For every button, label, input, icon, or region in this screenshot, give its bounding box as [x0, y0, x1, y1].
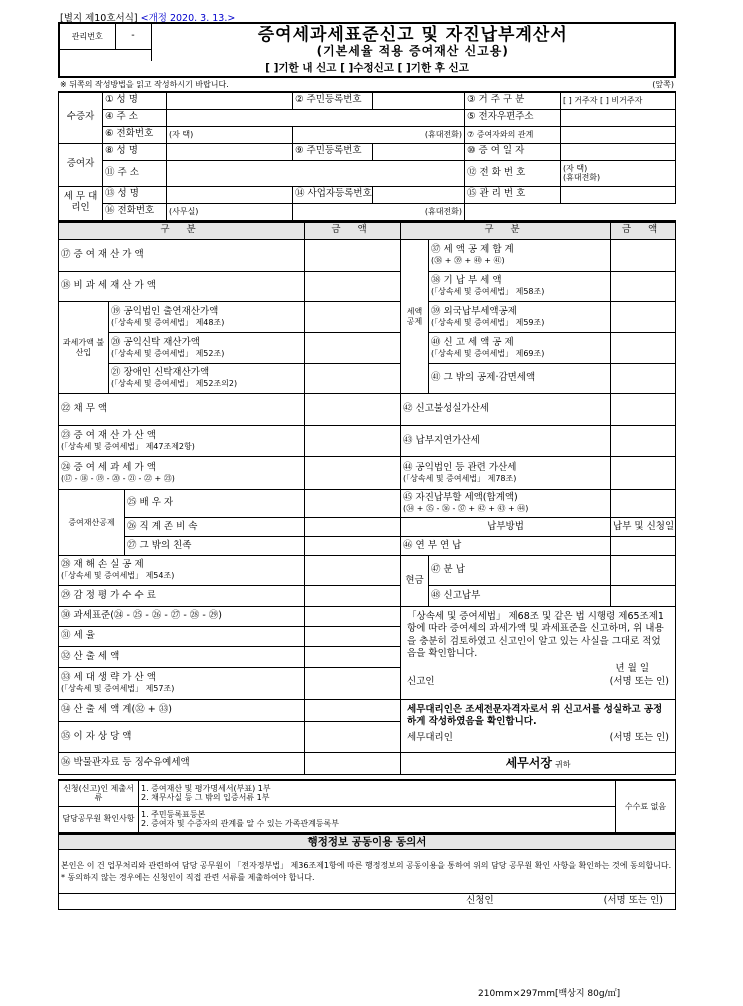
- l19-label: ⑲ 공익법인 출연재산가액 (「상속세 및 증여세법」 제48조): [109, 302, 305, 333]
- r38-label: ㊳ 기 납 부 세 액 (「상속세 및 증여세법」 제58조): [429, 272, 611, 302]
- l22-amount[interactable]: [305, 394, 401, 426]
- form-title: [151, 23, 675, 61]
- agent-signature[interactable]: (서명 또는 인): [609, 731, 669, 743]
- d8-label: ⑧ 성 명: [103, 143, 167, 160]
- h-item-left: 구 분: [59, 222, 305, 240]
- d10-field[interactable]: [561, 143, 676, 160]
- attachments-table: [58, 779, 676, 833]
- l19-amount[interactable]: [305, 302, 401, 333]
- l32-amount[interactable]: [305, 647, 401, 668]
- l29-amount[interactable]: [305, 586, 401, 607]
- h-amount-right: 금 액: [611, 222, 676, 240]
- r46-label: ㊻ 연 부 연 납: [401, 537, 611, 556]
- agent-label: 세 무 대리인: [59, 186, 103, 220]
- a16-office[interactable]: (사무실): [167, 203, 293, 220]
- h-amount-left: 금 액: [305, 222, 401, 240]
- agent-declaration-text: 세무대리인은 조세전문자격자로서 위 신고서를 성실하고 공정하게 작성하였음을 확인합니다.: [407, 704, 663, 728]
- r-method-header: 납부방법: [401, 518, 611, 537]
- r39-amount[interactable]: [611, 302, 676, 333]
- r6-mobile[interactable]: (휴대전화): [293, 126, 465, 143]
- notice-row: [58, 78, 676, 91]
- mgmt-value[interactable]: -: [115, 23, 151, 49]
- l34-amount[interactable]: [305, 700, 401, 722]
- r4-field[interactable]: [167, 109, 465, 126]
- d11-field[interactable]: [167, 160, 465, 186]
- r47-date[interactable]: [611, 556, 676, 586]
- l27-amount[interactable]: [305, 537, 401, 556]
- l18-amount[interactable]: [305, 272, 401, 302]
- r7-label: ⑦ 증여자와의 관계: [465, 126, 561, 143]
- l28-amount[interactable]: [305, 556, 401, 586]
- r43-amount[interactable]: [611, 426, 676, 457]
- l17-amount[interactable]: [305, 240, 401, 272]
- l20-amount[interactable]: [305, 333, 401, 364]
- d12-label: ⑫ 전 화 번 호: [465, 160, 561, 186]
- l24-amount[interactable]: [305, 457, 401, 490]
- l17-label: ⑰ 증 여 재 산 가 액: [59, 240, 305, 272]
- d8-field[interactable]: [167, 143, 293, 160]
- d12-home: (자 택): [563, 163, 588, 173]
- l32-label: ㉜ 산 출 세 액: [59, 647, 305, 668]
- paper-spec: 210mm×297mm[백상지 80g/㎡]: [478, 989, 621, 999]
- page-side: (앞쪽): [652, 79, 674, 89]
- a13-field[interactable]: [167, 186, 293, 203]
- donor-label: 증여자: [59, 143, 103, 186]
- l25-label: ㉕ 배 우 자: [125, 490, 305, 518]
- r41-amount[interactable]: [611, 364, 676, 394]
- r2-field[interactable]: [373, 92, 465, 109]
- residence-checkboxes[interactable]: [ ] 거주자 [ ] 비거주자: [561, 92, 676, 109]
- l30-label: ㉚ 과세표준(㉔ - ㉕ - ㉖ - ㉗ - ㉘ - ㉙): [59, 607, 305, 627]
- r-date-header: 납부 및 신청일: [611, 518, 676, 537]
- l31-label: ㉛ 세 율: [59, 627, 305, 647]
- r7-field[interactable]: [561, 126, 676, 143]
- r40-amount[interactable]: [611, 333, 676, 364]
- form-frame: [58, 22, 676, 984]
- l36-label: ㊱ 박물관자료 등 징수유예세액: [59, 753, 305, 775]
- agent-declaration: [401, 700, 676, 753]
- a13-label: ⑬ 성 명: [103, 186, 167, 203]
- d11-label: ⑪ 주 소: [103, 160, 167, 186]
- r5-field[interactable]: [561, 109, 676, 126]
- verify-label: 담당공무원 확인사항: [59, 806, 139, 832]
- l20-label: ⑳ 공익신탁 재산가액 (「상속세 및 증여세법」 제52조): [109, 333, 305, 364]
- fee: 수수료 없음: [616, 780, 676, 832]
- a16-label: ⑯ 전화번호: [103, 203, 167, 220]
- r4-label: ④ 주 소: [103, 109, 167, 126]
- l35-label: ㉟ 이 자 상 당 액: [59, 722, 305, 753]
- l21-label: ㉑ 장애인 신탁재산가액 (「상속세 및 증여세법」 제52조의2): [109, 364, 305, 394]
- a15-label: ⑮ 관 리 번 호: [465, 186, 561, 203]
- l34-label: ㉞ 산 출 세 액 계(㉜ + ㉝): [59, 700, 305, 722]
- declaration-block: [401, 607, 676, 700]
- r48-label: ㊽ 신고납부: [429, 586, 611, 607]
- l21-amount[interactable]: [305, 364, 401, 394]
- a14-field[interactable]: [373, 186, 465, 203]
- verify-docs: 1. 주민등록표등본 2. 증여자 및 수증자의 관계를 알 수 있는 가족관계등록부: [139, 806, 616, 832]
- credit-group-label: 세액 공제: [401, 240, 429, 394]
- d12-phones[interactable]: [561, 160, 676, 186]
- l23-amount[interactable]: [305, 426, 401, 457]
- honorific: 귀하: [554, 759, 571, 769]
- filer-label: 신고인: [407, 676, 435, 688]
- d12-mobile: (휴대전화): [563, 173, 601, 182]
- d9-label: ⑨ 주민등록번호: [293, 143, 373, 160]
- consent-sign-row: [59, 894, 676, 910]
- l26-amount[interactable]: [305, 518, 401, 537]
- l35-amount[interactable]: [305, 722, 401, 753]
- notice-text: ※ 뒤쪽의 작성방법을 읽고 작성하시기 바랍니다.: [60, 79, 229, 89]
- l23-label: ㉓ 증 여 재 산 가 산 액 (「상속세 및 증여세법」 제47조제2항): [59, 426, 305, 457]
- revision-date: <개정 2020. 3. 13.>: [140, 13, 236, 24]
- r42-amount[interactable]: [611, 394, 676, 426]
- l26-label: ㉖ 직 계 존 비 속: [125, 518, 305, 537]
- r6-label: ⑥ 전화번호: [103, 126, 167, 143]
- r46-date[interactable]: [611, 537, 676, 556]
- title-sub: (기본세율 적용 증여재산 신고용): [316, 44, 509, 59]
- r39-label: ㊴ 외국납부세액공제 (「상속세 및 증여세법」 제59조): [429, 302, 611, 333]
- r44-amount[interactable]: [611, 457, 676, 490]
- excl-group-label: 과세가액 불산입: [59, 302, 109, 394]
- calc-table: [58, 221, 676, 776]
- l31-amount[interactable]: [305, 627, 401, 647]
- l18-label: ⑱ 비 과 세 재 산 가 액: [59, 272, 305, 302]
- r1-field[interactable]: [167, 92, 293, 109]
- deduct-group-label: 증여재산공제: [59, 490, 125, 556]
- tax-office: [401, 753, 676, 775]
- tax-office-name: 세무서장: [505, 755, 552, 770]
- r6-home[interactable]: (자 택): [167, 126, 293, 143]
- submit-docs: 1. 증여재산 및 평가명세서(부표) 1부 2. 채무사실 등 그 밖의 입증서류 1부: [139, 780, 616, 806]
- r45-label: ㊺ 자진납부할 세액(합계액) (㉞ + ㉟ - ㊱ - ㊲ + ㊷ + ㊸ + ㊹): [401, 490, 611, 518]
- l22-label: ㉒ 채 무 액: [59, 394, 305, 426]
- l33-amount[interactable]: [305, 668, 401, 700]
- r38-amount[interactable]: [611, 272, 676, 302]
- a15-field[interactable]: [561, 186, 676, 203]
- declaration-date[interactable]: 년 월 일: [615, 663, 649, 675]
- r41-label: ㊶ 그 밖의 공제·감면세액: [429, 364, 611, 394]
- l25-amount[interactable]: [305, 490, 401, 518]
- recipient-label: 수증자: [59, 92, 103, 143]
- submit-label: 신청(신고)인 제출서류: [59, 780, 139, 806]
- agent-sign-label: 세무대리인: [407, 731, 453, 743]
- r45-amount[interactable]: [611, 490, 676, 518]
- r3-label: ③ 거 주 구 분: [465, 92, 561, 109]
- consent-title: 행정정보 공동이용 동의서: [59, 834, 676, 850]
- title-main: 증여세과세표준신고 및 자진납부계산서: [257, 24, 568, 45]
- consent-table: [58, 833, 676, 911]
- h-item-right: 구 분: [401, 222, 611, 240]
- r42-label: ㊷ 신고불성실가산세: [401, 394, 611, 426]
- l27-label: ㉗ 그 밖의 친족: [125, 537, 305, 556]
- declaration-text: 「상속세 및 증여세법」 제68조 및 같은 법 시행령 제65조제1항에 따라 증여세의 과세가액 및 과세표준을 신고하며, 위 내용을 충분히 검토하였고 신고인이 알고 있는 사실을 그대로 적었음을 확인합니다.: [407, 611, 664, 660]
- l36-amount[interactable]: [305, 753, 401, 775]
- d9-field[interactable]: [373, 143, 465, 160]
- l30-amount[interactable]: [305, 607, 401, 627]
- filer-signature[interactable]: (서명 또는 인): [609, 676, 669, 688]
- d10-label: ⑩ 증 여 일 자: [465, 143, 561, 160]
- filing-type-checkboxes[interactable]: [ ]기한 내 신고 [ ]수정신고 [ ]기한 후 신고: [59, 61, 675, 77]
- r1-label: ① 성 명: [103, 92, 167, 109]
- r47-label: ㊼ 분 납: [429, 556, 611, 586]
- l33-label: ㉝ 세 대 생 략 가 산 액 (「상속세 및 증여세법」 제57조): [59, 668, 305, 700]
- r37-amount[interactable]: [611, 240, 676, 272]
- l28-label: ㉘ 재 해 손 실 공 제 (「상속세 및 증여세법」 제54조): [59, 556, 305, 586]
- r48-date[interactable]: [611, 586, 676, 607]
- consent-text: 본인은 이 건 업무처리와 관련하여 담당 공무원이 「전자정부법」 제36조제1항에 따른 행정정보의 공동이용을 통하여 위의 담당 공무원 확인 사항을 확인하는 것에 동의합니다. * 동의하지 않는 경우에는 신청인이 직접 관련 서류를 제출하여야 합니다.: [59, 850, 676, 894]
- r40-label: ㊵ 신 고 세 액 공 제 (「상속세 및 증여세법」 제69조): [429, 333, 611, 364]
- parties-table: [58, 91, 676, 221]
- title-block: [58, 22, 676, 78]
- r2-label: ② 주민등록번호: [293, 92, 373, 109]
- consent-signature[interactable]: (서명 또는 인): [603, 895, 663, 907]
- a14-label: ⑭ 사업자등록번호: [293, 186, 373, 203]
- l24-label: ㉔ 증 여 세 과 세 가 액 (⑰ - ⑱ - ⑲ - ⑳ - ㉑ - ㉒ + ㉓): [59, 457, 305, 490]
- r37-label: ㊲ 세 액 공 제 합 계 (㊳ + ㊴ + ㊵ + ㊶): [429, 240, 611, 272]
- a16-mobile[interactable]: (휴대전화): [293, 203, 465, 220]
- cash-label: 현금: [401, 556, 429, 607]
- mgmt-label: 관리번호: [59, 23, 115, 49]
- r44-label: ㊹ 공익법인 등 관련 가산세 (「상속세 및 증여세법」 제78조): [401, 457, 611, 490]
- consent-applicant: 신청인: [466, 895, 494, 907]
- l29-label: ㉙ 감 정 평 가 수 수 료: [59, 586, 305, 607]
- r43-label: ㊸ 납부지연가산세: [401, 426, 611, 457]
- r5-label: ⑤ 전자우편주소: [465, 109, 561, 126]
- form-number: [별지 제10호서식]: [60, 13, 138, 24]
